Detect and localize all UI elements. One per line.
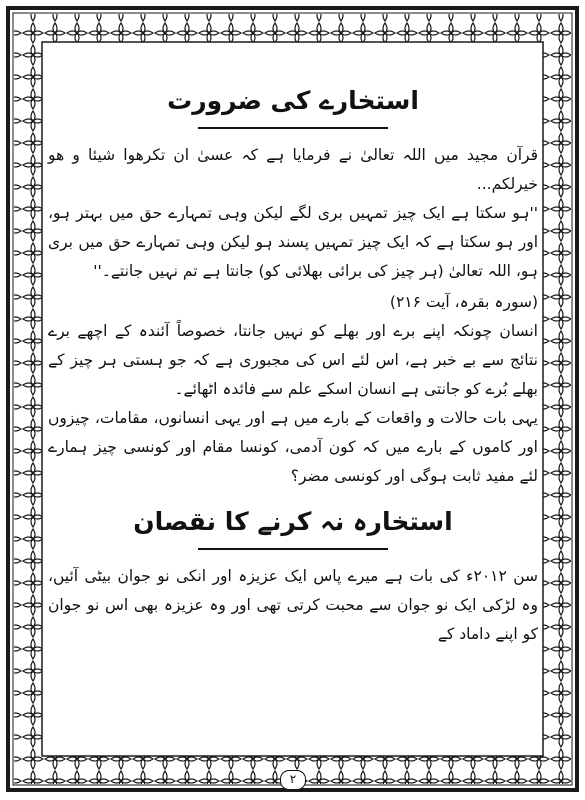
paragraph-halaat: یہی بات حالات و واقعات کے بارے میں ہے اور یہی انسانوں، مقامات، چیزوں اور کاموں کے بارے میں کہ کون آدمی، کونسا مقام اور کونسی چیز ہمارے لئے مفید ثابت ہوگی اور کونسی مضر؟ (48, 409, 538, 485)
heading-underline-2 (193, 544, 393, 554)
paragraph-insan: انسان چونکہ اپنے برے اور بھلے کو نہیں جانتا، خصوصاً آئندہ کے اچھے برے نتائج سے بے خبر ہے، اس لئے اس کی مجبوری ہے کہ جو ہستی ہر چیز کے بھلے بُرے کو جانتی ہے انسان اسکے علم سے فائدہ اٹھائے۔ (48, 322, 538, 398)
page-number: ۲ (280, 770, 306, 790)
heading-nuqsan: استخارہ نہ کرنے کا نقصان (133, 507, 453, 536)
heading-istikhare-ki-zaroorat: استخارے کی ضرورت (167, 86, 419, 115)
paragraph-quote: ''ہو سکتا ہے ایک چیز تمہیں بری لگے لیکن وہی تمہارے حق میں بہتر ہو، اور ہو سکتا ہے کہ ایک چیز تمہیں پسند ہو لیکن وہی تمہارے حق میں بری ہو، اللہ تعالیٰ (ہر چیز کی برائی بھلائی کو) جانتا ہے تم نہیں جانتے۔'' (48, 204, 538, 280)
paragraph-2012: سن ۲۰۱۲ء کی بات ہے میرے پاس ایک عزیزہ اور انکی نو جوان بیٹی آئیں، وہ لڑکی ایک نو جوان سے محبت کرتی تھی اور وہ عزیزہ بھی اس نو جوان کو اپنے داماد کے (48, 567, 538, 643)
verse-reference: (سورہ بقرہ، آیت ۲۱۶) (389, 293, 538, 311)
heading-underline (193, 123, 393, 133)
page-content (48, 70, 538, 750)
paragraph-quran: قرآن مجید میں اللہ تعالیٰ نے فرمایا ہے کہ عسیٰ ان تکرھوا شیئا و ھو خیرلکم... (48, 146, 538, 193)
